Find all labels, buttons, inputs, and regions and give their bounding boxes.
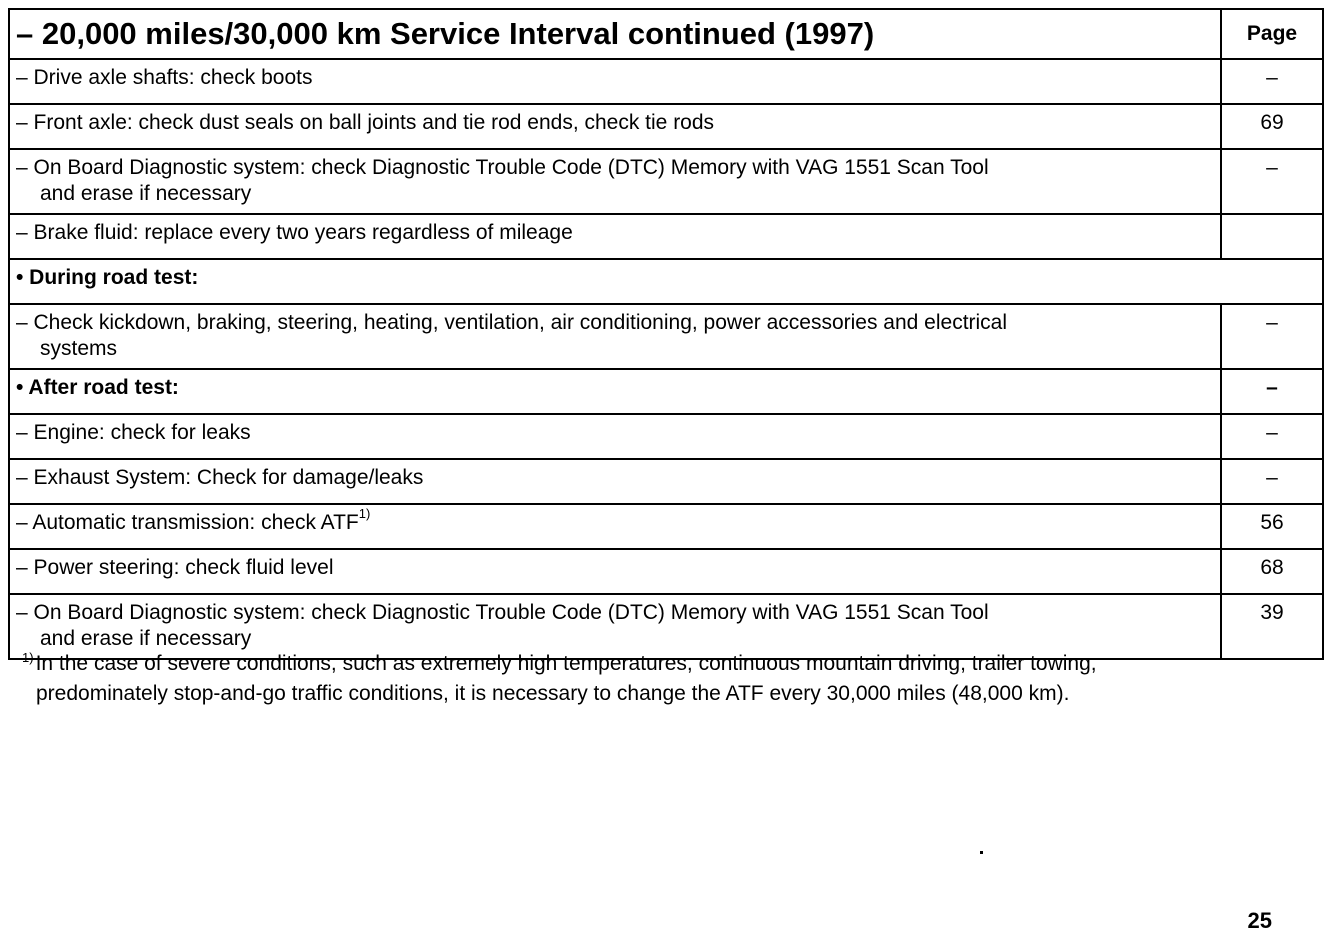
task-text: – Engine: check for leaks [16,421,251,444]
footnote-line-2: predominately stop-and-go traffic conditions, it is necessary to change the ATF every 30,000 miles (48,000 km). [36,682,1070,705]
table-row [9,149,1323,214]
footnote-reference: 1) [358,506,371,521]
task-text: – Front axle: check dust seals on ball joints and tie rod ends, check tie rods [16,111,715,134]
table-row [9,304,1323,369]
footnote-marker: 1) [22,650,34,665]
task-cell [9,104,1221,149]
task-cell [9,459,1221,504]
table-row [9,459,1323,504]
table-row [9,214,1323,259]
task-text-continuation: and erase if necessary [40,627,252,650]
task-text: – Check kickdown, braking, steering, heating, ventilation, air conditioning, power accessories and electrical [16,311,1008,334]
task-text: – Power steering: check fluid level [16,556,334,579]
task-cell [9,214,1221,259]
table-title: – 20,000 miles/30,000 km Service Interval continued (1997) [16,16,875,51]
task-cell [9,414,1221,459]
service-table-container [8,8,1324,660]
task-text: – Automatic transmission: check ATF [16,511,359,534]
page-ref: – [1221,59,1323,104]
task-cell [9,149,1221,214]
page-ref [1221,214,1323,259]
page-ref: – [1221,369,1323,414]
section-heading: • During road test: [9,259,1323,304]
task-cell [9,504,1221,549]
task-text: – On Board Diagnostic system: check Diagnostic Trouble Code (DTC) Memory with VAG 1551 Scan Tool [16,601,989,624]
table-row [9,504,1323,549]
task-text: – Brake fluid: replace every two years regardless of mileage [16,221,573,244]
footnote [22,650,1322,708]
scan-speck [980,851,983,854]
task-cell [9,549,1221,594]
task-text-continuation: systems [40,337,118,360]
section-row-during-road-test [9,259,1323,304]
table-row [9,59,1323,104]
task-text: – Drive axle shafts: check boots [16,66,313,89]
task-text: – Exhaust System: Check for damage/leaks [16,466,424,489]
table-row [9,414,1323,459]
service-interval-table [8,8,1324,660]
page-ref: 56 [1221,504,1323,549]
table-title-cell [9,9,1221,59]
page-ref: 69 [1221,104,1323,149]
task-text-continuation: and erase if necessary [40,182,252,205]
section-heading: • After road test: [9,369,1221,414]
task-text: – On Board Diagnostic system: check Diagnostic Trouble Code (DTC) Memory with VAG 1551 Scan Tool [16,156,989,179]
page-ref: 39 [1221,594,1323,659]
table-row [9,549,1323,594]
section-row-after-road-test [9,369,1323,414]
table-header-row [9,9,1323,59]
page-ref: – [1221,304,1323,369]
page-number: 25 [1247,908,1272,933]
page-ref: – [1221,414,1323,459]
task-cell [9,59,1221,104]
page-column-header: Page [1221,9,1323,59]
page-ref: – [1221,149,1323,214]
table-row [9,104,1323,149]
footnote-line-1: In the case of severe conditions, such as extremely high temperatures, continuous mountain driving, trailer towing, [35,652,1097,675]
page-ref: 68 [1221,549,1323,594]
task-cell [9,304,1221,369]
page-ref: – [1221,459,1323,504]
